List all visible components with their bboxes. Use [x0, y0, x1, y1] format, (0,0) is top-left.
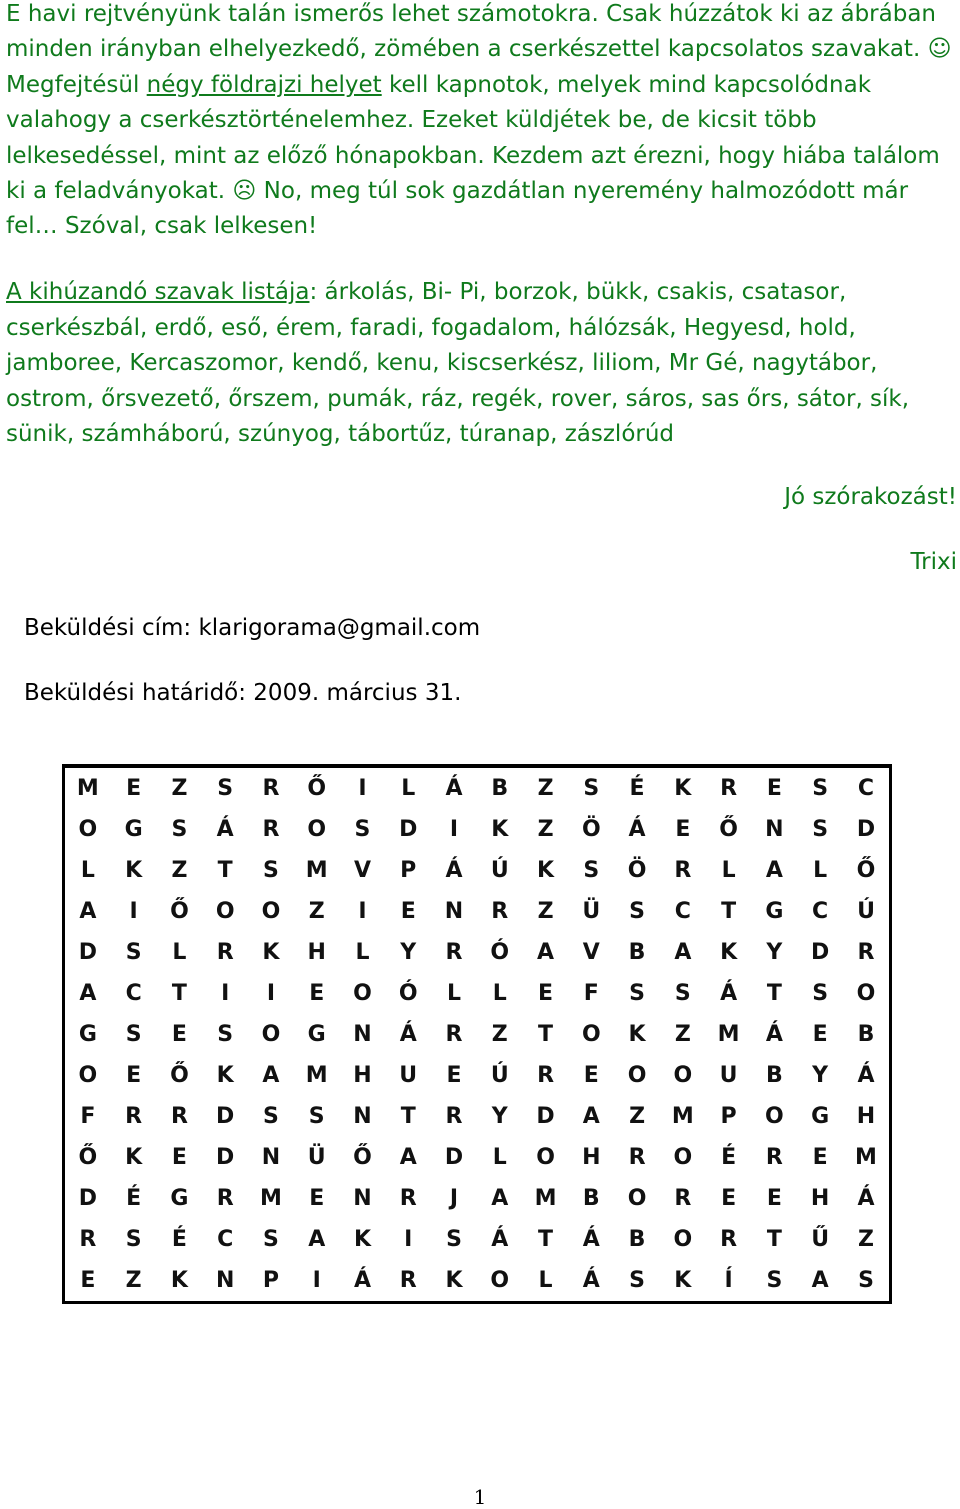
grid-cell: N [444, 899, 464, 924]
grid-cell: E [446, 1063, 462, 1088]
grid-cell: K [445, 1268, 463, 1293]
grid-cell: G [307, 1022, 326, 1047]
grid-cell: L [172, 940, 187, 965]
grid-row [65, 1219, 889, 1260]
grid-cell: D [399, 817, 418, 842]
grid-cell: Z [674, 1022, 691, 1047]
grid-cell: R [857, 940, 875, 965]
grid-row [65, 850, 889, 891]
grid-cell: S [583, 776, 600, 801]
grid-cell: R [628, 1145, 646, 1170]
grid-cell: S [766, 1268, 783, 1293]
grid-cell: T [171, 981, 187, 1006]
grid-cell: R [720, 776, 738, 801]
grid-cell: Ú [490, 1063, 509, 1088]
grid-cell: Ű [811, 1227, 830, 1252]
grid-cell: N [765, 817, 784, 842]
grid-cell: M [76, 776, 99, 801]
grid-cell: L [401, 776, 416, 801]
grid-cell: S [858, 1268, 874, 1293]
grid-cell: T [538, 1022, 554, 1047]
grid-cell: V [353, 858, 371, 883]
grid-cell: O [856, 981, 876, 1006]
grid-cell: Z [171, 858, 188, 883]
grid-cell: A [79, 899, 97, 924]
grid-cell: G [78, 1022, 97, 1047]
grid-cell: Z [629, 1104, 646, 1129]
grid-cell: A [491, 1186, 509, 1211]
grid-row [65, 1096, 889, 1137]
grid-cell: O [490, 1268, 510, 1293]
grid-cell: Á [582, 1227, 600, 1252]
grid-cell: L [355, 940, 370, 965]
grid-cell: Y [400, 940, 417, 965]
grid-cell: É [629, 776, 645, 801]
grid-cell: E [766, 776, 782, 801]
grid-cell: E [721, 1186, 737, 1211]
grid-cell: K [720, 940, 738, 965]
intro-paragraph [6, 0, 958, 245]
grid-cell: Ó [490, 940, 510, 965]
grid-cell: Á [445, 858, 463, 883]
grid-cell: S [629, 899, 645, 924]
grid-cell: S [263, 858, 279, 883]
grid-cell: L [80, 858, 95, 883]
grid-cell: E [400, 899, 416, 924]
grid-cell: O [673, 1227, 693, 1252]
grid-cell: B [628, 940, 646, 965]
grid-row [65, 932, 889, 973]
grid-cell: Á [491, 1227, 509, 1252]
grid-cell: C [217, 1227, 234, 1252]
grid-cell: B [765, 1063, 783, 1088]
grid-cell: A [399, 1145, 417, 1170]
grid-cell: B [491, 776, 509, 801]
grid-cell: I [404, 1227, 413, 1252]
grid-cell: R [79, 1227, 97, 1252]
grid-cell: M [534, 1186, 557, 1211]
grid-cell: A [582, 1104, 600, 1129]
grid-cell: A [674, 940, 692, 965]
grid-cell: O [673, 1145, 693, 1170]
grid-cell: E [812, 1022, 828, 1047]
grid-cell: E [766, 1186, 782, 1211]
intro-text-4: No, meg túl sok gazdátlan nyeremény halmozódott már fel… Szóval, csak lelkesen! [6, 178, 909, 240]
grid-cell: F [583, 981, 599, 1006]
grid-cell: Ő [170, 1063, 189, 1088]
grid-cell: J [449, 1186, 459, 1211]
grid-cell: E [583, 1063, 599, 1088]
grid-cell: T [217, 858, 233, 883]
grid-cell: O [627, 1186, 647, 1211]
grid-cell: S [263, 1227, 279, 1252]
grid-cell: S [217, 776, 234, 801]
grid-cell: R [125, 1104, 143, 1129]
grid-cell: O [78, 1063, 98, 1088]
grid-cell: S [629, 981, 645, 1006]
grid-cell: E [538, 981, 554, 1006]
grid-cell: H [856, 1104, 876, 1129]
submission-deadline: Beküldési határidő: 2009. március 31. [24, 680, 462, 706]
grid-cell: O [307, 817, 327, 842]
grid-cell: I [449, 817, 459, 842]
grid-cell: K [674, 1268, 692, 1293]
grid-cell: M [717, 1022, 740, 1047]
grid-cell: D [444, 1145, 464, 1170]
grid-cell: S [812, 981, 829, 1006]
grid-cell: Ő [307, 776, 327, 801]
grid-row [65, 1137, 889, 1178]
grid-cell: L [446, 981, 462, 1006]
grid-cell: G [170, 1186, 189, 1211]
grid-cell: R [674, 858, 692, 883]
grid-cell: Z [308, 899, 325, 924]
grid-cell: Ü [307, 1145, 326, 1170]
grid-cell: D [856, 817, 876, 842]
grid-cell: U [719, 1063, 738, 1088]
grid-cell: Á [765, 1022, 783, 1047]
grid-cell: Á [720, 981, 738, 1006]
grid-cell: Z [537, 899, 554, 924]
grid-cell: H [353, 1063, 372, 1088]
grid-cell: S [263, 1104, 279, 1129]
grid-cell: R [445, 940, 463, 965]
grid-row [65, 809, 889, 850]
grid-cell: S [629, 1268, 645, 1293]
grid-cell: M [305, 1063, 328, 1088]
grid-cell: S [308, 1104, 325, 1129]
grid-cell: Á [216, 817, 234, 842]
grid-cell: O [673, 1063, 693, 1088]
grid-cell: O [215, 899, 235, 924]
grid-cell: P [262, 1268, 279, 1293]
grid-cell: N [353, 1022, 372, 1047]
grid-cell: S [812, 776, 829, 801]
grid-cell: A [537, 940, 555, 965]
grid-cell: P [720, 1104, 737, 1129]
grid-cell: N [215, 1268, 235, 1293]
grid-cell: O [261, 899, 281, 924]
grid-cell: Á [445, 776, 463, 801]
word-list-label: A kihúzandó szavak listája [6, 279, 310, 305]
grid-cell: S [217, 1022, 234, 1047]
grid-cell: Z [537, 817, 554, 842]
grid-cell: N [353, 1104, 372, 1129]
grid-cell: K [628, 1022, 646, 1047]
grid-cell: S [674, 981, 691, 1006]
grid-cell: Z [858, 1227, 874, 1252]
grid-cell: A [262, 1063, 280, 1088]
grid-cell: I [358, 776, 367, 801]
grid-cell: T [538, 1227, 554, 1252]
grid-cell: Ő [856, 858, 876, 883]
grid-cell: I [312, 1268, 321, 1293]
grid-cell: L [492, 1145, 507, 1170]
grid-cell: L [538, 1268, 553, 1293]
grid-cell: E [309, 981, 325, 1006]
grid-cell: É [126, 1186, 142, 1211]
grid-cell: E [171, 1145, 187, 1170]
grid-cell: O [627, 1063, 647, 1088]
grid-cell: K [216, 1063, 234, 1088]
grid-cell: Ö [581, 817, 601, 842]
grid-cell: Z [125, 1268, 142, 1293]
grid-cell: K [125, 858, 143, 883]
grid-cell: Á [353, 1268, 371, 1293]
grid-row [65, 1178, 889, 1219]
grid-cell: É [171, 1227, 187, 1252]
grid-cell: Ú [857, 899, 875, 924]
grid-cell: E [675, 817, 691, 842]
grid-cell: E [309, 1186, 325, 1211]
grid-cell: I [358, 899, 367, 924]
grid-cell: M [259, 1186, 282, 1211]
grid-row [65, 768, 889, 809]
grid-cell: D [536, 1104, 555, 1129]
grid-cell: R [674, 1186, 692, 1211]
intro-text-1: E havi rejtvényünk talán ismerős lehet számotokra. Csak húzzátok ki az ábrában minden irányban elhelyezkedő, zömében a cserkészettel kapcsolatos szavakat. [6, 1, 937, 63]
grid-cell: S [812, 817, 829, 842]
grid-cell: Ő [353, 1145, 372, 1170]
grid-cell: Á [857, 1186, 875, 1211]
grid-cell: D [216, 1104, 235, 1129]
grid-cell: A [79, 981, 97, 1006]
grid-cell: A [811, 1268, 829, 1293]
grid-cell: I [221, 981, 230, 1006]
grid-cell: Z [537, 776, 554, 801]
word-list: A kihúzandó szavak listája: árkolás, Bi- Pi, borzok, bükk, csakis, csatasor, cserkészbál, erdő, eső, érem, faradi, fogadalom, hálózsák, Hegyesd, hold, jamboree, Kercaszomor, kendő, kenu, kiscserkész, liliom, Mr Gé, nagytábor, ostrom, őrsvezető, őrszem, pumák, ráz, regék, rover, sáros, sas őrs, sátor, sík, sünik, számháború, szúnyog, tábortűz, túranap, zászlórúd [6, 279, 910, 448]
grid-cell: C [674, 899, 691, 924]
intro-underlined-phrase: négy földrajzi helyet [146, 71, 382, 98]
word-search-grid [62, 764, 892, 1304]
grid-cell: D [811, 940, 830, 965]
grid-cell: V [582, 940, 600, 965]
grid-cell: L [813, 858, 828, 883]
grid-cell: H [307, 940, 326, 965]
grid-cell: O [78, 817, 98, 842]
signature: Trixi [910, 549, 957, 575]
grid-cell: K [674, 776, 692, 801]
grid-cell: G [124, 817, 143, 842]
grid-cell: Ü [582, 899, 601, 924]
grid-cell: D [78, 940, 98, 965]
grid-cell: I [266, 981, 276, 1006]
grid-cell: S [125, 1227, 142, 1252]
grid-cell: R [262, 817, 280, 842]
grid-cell: B [857, 1022, 875, 1047]
grid-cell: H [582, 1145, 601, 1170]
grid-cell: N [261, 1145, 281, 1170]
grid-cell: Á [857, 1063, 875, 1088]
grid-cell: M [305, 858, 328, 883]
grid-cell: R [491, 899, 509, 924]
grid-cell: S [171, 817, 188, 842]
grid-cell: R [216, 940, 234, 965]
grid-row [65, 973, 889, 1014]
grid-cell: Ó [398, 981, 418, 1006]
grid-cell: Y [766, 940, 783, 965]
grid-cell: B [628, 1227, 646, 1252]
grid-cell: S [125, 1022, 142, 1047]
grid-cell: Y [812, 1063, 829, 1088]
grid-row [65, 1014, 889, 1055]
grid-cell: O [581, 1022, 601, 1047]
page-number: 1 [473, 1485, 487, 1509]
grid-cell: G [811, 1104, 830, 1129]
grid-cell: L [492, 981, 507, 1006]
grid-cell: C [857, 776, 875, 801]
intro-text-3: kell kapnotok, melyek mind kapcsolódnak valahogy a cserkésztörténelemhez. Ezeket küldjétek be, de kicsit több lelkesedéssel, mint az előző hónapokban. Kezdem azt érezni, hogy hiába találom ki a feladványokat. [6, 71, 940, 205]
grid-cell: E [126, 1063, 142, 1088]
grid-cell: K [491, 817, 509, 842]
grid-cell: C [812, 899, 829, 924]
grid-cell: L [721, 858, 736, 883]
grid-cell: O [536, 1145, 555, 1170]
grid-cell: R [537, 1063, 555, 1088]
grid-row [65, 891, 889, 932]
grid-cell: Ő [78, 1145, 98, 1170]
grid-cell: Á [628, 817, 646, 842]
grid-cell: U [399, 1063, 418, 1088]
grid-cell: A [308, 1227, 326, 1252]
grid-cell: M [855, 1145, 877, 1170]
grid-cell: Á [582, 1268, 600, 1293]
grid-cell: R [720, 1227, 738, 1252]
grid-cell: E [80, 1268, 96, 1293]
grid-cell: É [721, 1145, 737, 1170]
grid-cell: D [216, 1145, 235, 1170]
grid-cell: K [537, 858, 555, 883]
grid-cell: M [671, 1104, 694, 1129]
grid-cell: R [262, 776, 280, 801]
grid-cell: E [171, 1022, 187, 1047]
grid-cell: O [765, 1104, 784, 1129]
closing-greeting: Jó szórakozást! [784, 484, 957, 510]
grid-cell: F [80, 1104, 96, 1129]
grid-cell: P [400, 858, 417, 883]
grid-cell: K [125, 1145, 143, 1170]
smiley-icon: ☺ [927, 36, 952, 63]
grid-cell: T [400, 1104, 416, 1129]
grid-cell: H [810, 1186, 830, 1211]
grid-cell: R [399, 1186, 417, 1211]
grid-cell: A [765, 858, 783, 883]
grid-cell: T [721, 899, 737, 924]
grid-cell: O [261, 1022, 281, 1047]
frown-icon: ☹ [232, 178, 257, 205]
word-search-table [65, 768, 889, 1301]
grid-cell: S [583, 858, 600, 883]
grid-cell: I [129, 899, 138, 924]
grid-cell: G [765, 899, 784, 924]
grid-cell: K [353, 1227, 371, 1252]
submission-address: Beküldési cím: klarigorama@gmail.com [24, 615, 481, 641]
grid-cell: R [765, 1145, 783, 1170]
grid-cell: E [812, 1145, 828, 1170]
grid-cell: O [353, 981, 372, 1006]
grid-row [65, 1260, 889, 1301]
grid-cell: Z [171, 776, 188, 801]
grid-cell: Í [724, 1268, 733, 1293]
grid-cell: Ú [490, 858, 509, 883]
grid-cell: Ő [719, 817, 738, 842]
grid-cell: T [766, 981, 782, 1006]
grid-cell: Ő [170, 899, 189, 924]
grid-cell: R [445, 1104, 463, 1129]
grid-row [65, 1055, 889, 1096]
grid-cell: S [446, 1227, 462, 1252]
grid-cell: E [126, 776, 142, 801]
grid-cell: S [125, 940, 142, 965]
grid-cell: Y [491, 1104, 508, 1129]
grid-cell: Ö [627, 858, 647, 883]
grid-cell: N [353, 1186, 372, 1211]
grid-cell: D [78, 1186, 98, 1211]
word-list-words: árkolás, Bi- Pi, borzok, bükk, csakis, csatasor, cserkészbál, erdő, eső, érem, faradi, fogadalom, hálózsák, Hegyesd, hold, jamboree, Kercaszomor, kendő, kenu, kiscserkész, liliom, Mr Gé, nagytábor, ostrom, őrsvezető, őrszem, pumák, ráz, regék, rover, sáros, sas őrs, sátor, sík, sünik, számháború, szúnyog, tábortűz, túranap, zászlórúd [6, 279, 910, 448]
grid-cell: Á [399, 1022, 417, 1047]
grid-cell: K [170, 1268, 188, 1293]
grid-cell: B [582, 1186, 600, 1211]
grid-cell: S [354, 817, 371, 842]
grid-cell: K [262, 940, 280, 965]
grid-cell: R [399, 1268, 417, 1293]
grid-cell: R [170, 1104, 188, 1129]
grid-cell: R [445, 1022, 463, 1047]
grid-cell: Z [491, 1022, 508, 1047]
intro-text-2: Megfejtésül [6, 71, 140, 98]
grid-cell: C [125, 981, 142, 1006]
grid-cell: R [216, 1186, 234, 1211]
grid-cell: T [766, 1227, 782, 1252]
